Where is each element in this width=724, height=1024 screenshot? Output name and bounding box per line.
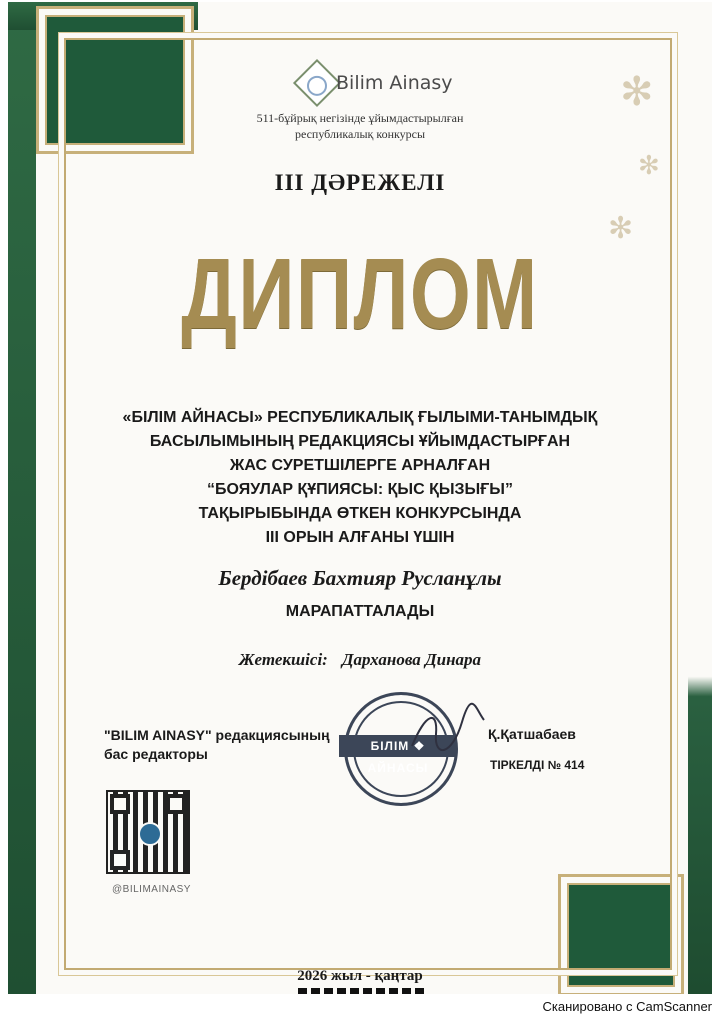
qr-handle: @BILIMAINASY [112,884,191,895]
mentor-line [8,650,712,670]
signer-name: Қ.Қатшабаев [488,726,576,742]
awardee-name: Бердібаев Бахтияр Русланұлы [218,566,502,590]
snowflake-icon: ✻ [638,150,660,180]
award-description [8,406,712,550]
brand-name: Bilim Ainasy [336,72,453,94]
stamp-band: БІЛІМ ❖ АЙНАСЫ [339,735,457,757]
description-line: ЖАС СУРЕТШІЛЕРГЕ АРНАЛҒАН [229,457,491,474]
contest-subtitle: 511-бұйрық негізінде ұйымдастырылған республикалық конкурсы [256,111,464,141]
mentor-name: Дарханова Динара [341,650,482,669]
description-line: ТАҚЫРЫБЫНДА ӨТКЕН КОНКУРСЫНДА [198,505,522,522]
awarded-label: МАРАПАТТАЛАДЫ [285,603,435,620]
registration-number: ТІРКЕЛДІ № 414 [490,758,585,772]
editor-title: "BILIM AINASY" редакциясының бас редакторы [104,727,330,762]
scanner-watermark: Сканировано с CamScanner [542,999,712,1014]
degree-title: III ДӘРЕЖЕЛІ [274,170,446,195]
description-line: БАСЫЛЫМЫНЫҢ РЕДАКЦИЯСЫ ҰЙЫМДАСТЫРҒАН [149,433,571,450]
mentor-label: Жетекшісі: [238,650,328,669]
diploma-title: ДИПЛОМ [181,238,539,350]
qr-code-icon [106,790,190,874]
description-line: «БІЛІМ АЙНАСЫ» РЕСПУБЛИКАЛЫҚ ҒЫЛЫМИ-ТАНЫМДЫҚ [122,409,598,426]
snowflake-icon: ✻ [620,70,654,114]
issue-date: 2026 жыл - қаңтар [297,968,423,984]
description-line: III ОРЫН АЛҒАНЫ ҮШІН [265,529,455,546]
certificate-sheet [8,2,712,994]
cropped-text-fragment [298,988,428,994]
description-line: “БОЯУЛАР ҚҰПИЯСЫ: ҚЫС ҚЫЗЫҒЫ” [207,481,513,498]
snowflake-icon: ✻ [608,212,634,245]
signature-icon [408,702,488,762]
